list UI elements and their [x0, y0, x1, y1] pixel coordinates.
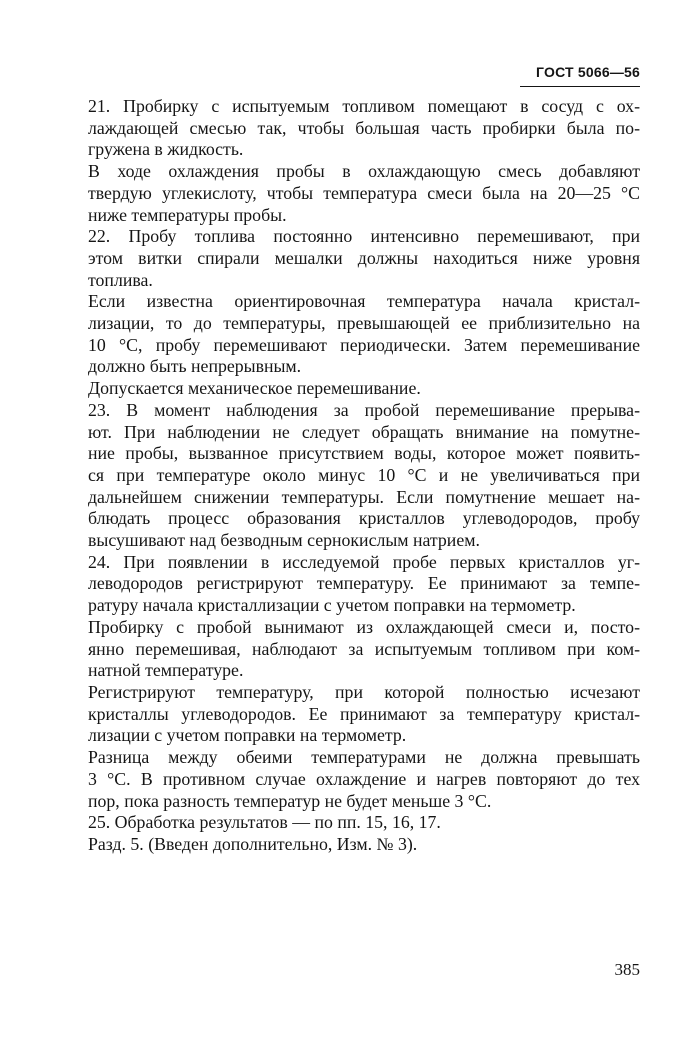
text-line: лаждающей смесью так, чтобы большая часть пробирки была по- — [88, 117, 640, 138]
text-line: ют. При наблюдении не следует обращать внимание на помутне- — [88, 421, 640, 442]
text-line: леводородов регистрируют температуру. Ее принимают за темпе- — [88, 573, 640, 594]
paragraph-mechanical — [88, 378, 640, 400]
text-line: ниже температуры пробы. — [88, 204, 287, 225]
text-line: блюдать процесс образования кристаллов углеводородов, пробу — [88, 508, 640, 529]
text-line: твердую углекислоту, чтобы температура смеси была на 20—25 °С — [88, 182, 640, 203]
text-line: натной температуре. — [88, 660, 244, 681]
text-line: этом витки спирали мешалки должны находиться ниже уровня — [88, 247, 640, 268]
page-number: 385 — [614, 960, 640, 979]
text-line: топлива. — [88, 269, 153, 290]
paragraph-registration — [88, 682, 640, 747]
text-line: 23. В момент наблюдения за пробой перемешивание прерыва- — [88, 399, 640, 420]
text-line: Если известна ориентировочная температура начала кристал- — [88, 291, 640, 312]
text-line: должно быть непрерывным. — [88, 356, 302, 377]
paragraph-tube-removal — [88, 617, 640, 682]
paragraph-21 — [88, 96, 640, 161]
text-line: Допускается механическое перемешивание. — [88, 378, 421, 399]
text-line: ся при температуре около минус 10 °С и не увеличиваться при — [88, 464, 640, 485]
text-line: В ходе охлаждения пробы в охлаждающую смесь добавляют — [88, 161, 640, 182]
paragraph-24 — [88, 552, 640, 617]
header-rule — [520, 86, 640, 87]
text-line: 3 °С. В противном случае охлаждение и нагрев повторяют до тех — [88, 768, 640, 789]
page-header-title: ГОСТ 5066—56 — [536, 64, 640, 80]
text-line: 21. Пробирку с испытуемым топливом помещают в сосуд с ох- — [88, 96, 640, 116]
text-line: Регистрируют температуру, при которой полностью исчезают — [88, 681, 640, 702]
document-body — [88, 96, 640, 856]
text-line: 22. Пробу топлива постоянно интенсивно перемешивают, при — [88, 226, 640, 247]
text-line: лизации с учетом поправки на термометр. — [88, 725, 407, 746]
paragraph-difference — [88, 747, 640, 812]
paragraph-23 — [88, 400, 640, 552]
text-line: пор, пока разность температур не будет меньше 3 °С. — [88, 790, 492, 811]
text-line: 24. При появлении в исследуемой пробе первых кристаллов уг- — [88, 551, 640, 572]
text-line: дальнейшем снижении температуры. Если помутнение мешает на- — [88, 486, 640, 507]
paragraph-22 — [88, 226, 640, 291]
paragraph-25 — [88, 812, 640, 834]
text-line: высушивают над безводным сернокислым натрием. — [88, 530, 480, 551]
paragraph-cooling — [88, 161, 640, 226]
text-line: кристаллы углеводородов. Ее принимают за температуру кристал- — [88, 703, 640, 724]
text-line: 25. Обработка результатов — по пп. 15, 16, 17. — [88, 812, 441, 833]
text-line: ние пробы, вызванное присутствием воды, которое может появить- — [88, 443, 640, 464]
text-line: янно перемешивая, наблюдают за испытуемым топливом при ком- — [88, 638, 640, 659]
text-line: ратуру начала кристаллизации с учетом поправки на термометр. — [88, 595, 576, 616]
paragraph-crystallization — [88, 291, 640, 378]
paragraph-section-note — [88, 834, 640, 856]
text-line: 10 °С, пробу перемешивают периодически. Затем перемешивание — [88, 334, 640, 355]
text-line: гружена в жидкость. — [88, 139, 244, 160]
text-line: Пробирку с пробой вынимают из охлаждающей смеси и, посто- — [88, 616, 640, 637]
text-line: Разд. 5. (Введен дополнительно, Изм. № 3). — [88, 833, 418, 854]
text-line: Разница между обеими температурами не должна превышать — [88, 747, 640, 768]
text-line: лизации, то до температуры, превышающей ее приблизительно на — [88, 313, 640, 334]
